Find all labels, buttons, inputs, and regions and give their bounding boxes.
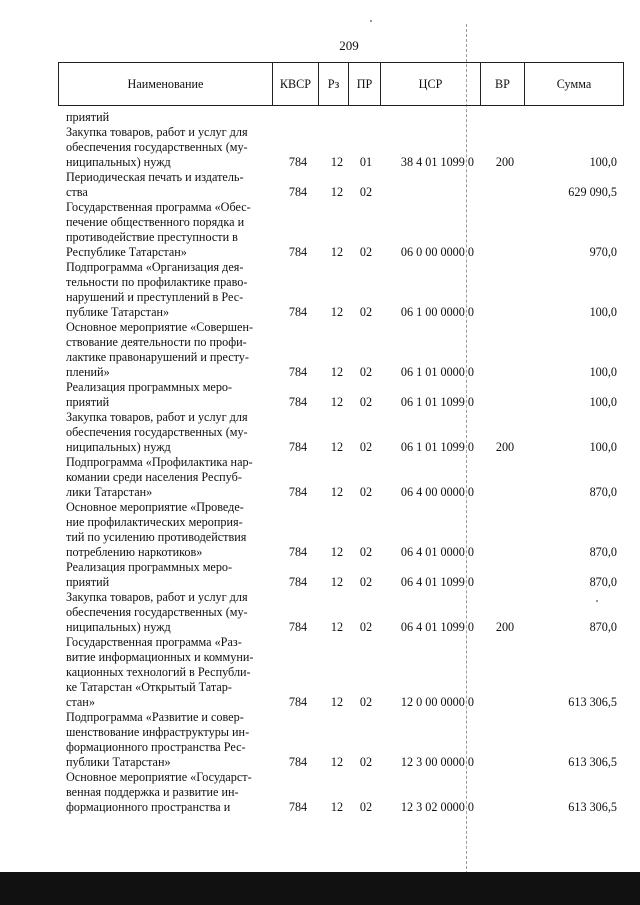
pr-cell: 02 (359, 365, 373, 379)
kvsr-cell: 784 (288, 620, 308, 634)
row-name-line: шенствование инфраструктуры ин- (66, 725, 250, 739)
sum-cell: 613 306,5 (568, 800, 617, 814)
pr-cell: 02 (359, 185, 373, 199)
row-name-line: приятий (66, 575, 110, 589)
csr-cell: 06 4 01 0000 0 (400, 545, 474, 559)
pr-cell: 02 (359, 305, 373, 319)
pr-cell: 02 (359, 440, 373, 454)
row-name-line: Закупка товаров, работ и услуг для (66, 125, 248, 139)
rz-cell: 12 (330, 695, 344, 709)
row-name (66, 170, 272, 200)
row-name-line: приятий (66, 395, 110, 409)
row-name-line: лактике правонарушений и престу- (66, 350, 249, 364)
sum-cell: 870,0 (589, 545, 617, 559)
kvsr-cell: 784 (288, 395, 308, 409)
row-name (66, 560, 272, 590)
row-name-line: ниципальных) нужд (66, 440, 171, 454)
row-name-line: комании среди населения Респуб- (66, 470, 242, 484)
table-row (0, 590, 640, 635)
csr-cell: 06 4 01 1099 0 (400, 575, 474, 589)
table-row (0, 455, 640, 500)
sum-cell: 870,0 (589, 620, 617, 634)
csr-cell: 06 1 01 1099 0 (400, 395, 474, 409)
kvsr-cell: 784 (288, 185, 308, 199)
row-name (66, 410, 272, 455)
row-name-line: Закупка товаров, работ и услуг для (66, 590, 248, 604)
row-name-line: потреблению наркотиков» (66, 545, 203, 559)
table-row (0, 500, 640, 560)
scan-speck (370, 20, 372, 22)
row-name (66, 770, 272, 815)
row-name-line: ние профилактических мероприя- (66, 515, 243, 529)
sum-cell: 100,0 (589, 305, 617, 319)
page-number: 209 (339, 38, 359, 53)
csr-cell: 06 4 00 0000 0 (400, 485, 474, 499)
row-name-line: кационных технологий в Республи- (66, 665, 251, 679)
row-name-line: формационного пространства и (66, 800, 231, 814)
rz-cell: 12 (330, 245, 344, 259)
sum-cell: 100,0 (589, 365, 617, 379)
csr-cell: 06 4 01 1099 0 (400, 620, 474, 634)
table-row (0, 320, 640, 380)
table-row (0, 260, 640, 320)
table-row (0, 560, 640, 590)
kvsr-cell: 784 (288, 545, 308, 559)
table-body (0, 110, 640, 815)
pr-cell: 01 (359, 155, 373, 169)
pr-cell: 02 (359, 695, 373, 709)
csr-cell: 06 1 01 0000 0 (400, 365, 474, 379)
sum-cell: 629 090,5 (568, 185, 617, 199)
vr-cell: 200 (495, 620, 515, 634)
kvsr-cell: 784 (288, 485, 308, 499)
row-name-line: ства (66, 185, 88, 199)
sum-cell: 870,0 (589, 485, 617, 499)
row-name (66, 590, 272, 635)
row-name-line: Основное мероприятие «Совершен- (66, 320, 254, 334)
kvsr-cell: 784 (288, 245, 308, 259)
row-name-line: Государственная программа «Обес- (66, 200, 251, 214)
row-name-line: Республике Татарстан» (66, 245, 187, 259)
row-name (66, 710, 272, 770)
row-name (66, 110, 272, 125)
sum-cell: 100,0 (589, 440, 617, 454)
row-name-line: ниципальных) нужд (66, 155, 171, 169)
csr-cell: 12 3 02 0000 0 (400, 800, 474, 814)
rz-cell: 12 (330, 440, 344, 454)
kvsr-cell: 784 (288, 575, 308, 589)
kvsr-cell: 784 (288, 440, 308, 454)
header-vr: ВР (481, 63, 525, 105)
row-name-line: ствование деятельности по профи- (66, 335, 247, 349)
row-name-line: обеспечения государственных (му- (66, 425, 248, 439)
rz-cell: 12 (330, 185, 344, 199)
row-name-line: Реализация программных меро- (66, 380, 233, 394)
pr-cell: 02 (359, 545, 373, 559)
kvsr-cell: 784 (288, 800, 308, 814)
header-kvsr: КВСР (273, 63, 319, 105)
row-name-line: венная поддержка и развитие ин- (66, 785, 239, 799)
row-name (66, 200, 272, 260)
row-name-line: приятий (66, 110, 110, 124)
table-row (0, 110, 640, 125)
sum-cell: 100,0 (589, 395, 617, 409)
row-name-line: ке Татарстан «Открытый Татар- (66, 680, 232, 694)
sum-cell: 613 306,5 (568, 755, 617, 769)
rz-cell: 12 (330, 545, 344, 559)
table-row (0, 770, 640, 815)
rz-cell: 12 (330, 155, 344, 169)
vr-cell: 200 (495, 155, 515, 169)
pr-cell: 02 (359, 245, 373, 259)
table-row (0, 170, 640, 200)
kvsr-cell: 784 (288, 695, 308, 709)
header-name: Наименование (59, 63, 273, 105)
scan-bottom-edge (0, 872, 640, 905)
csr-cell: 12 3 00 0000 0 (400, 755, 474, 769)
kvsr-cell: 784 (288, 155, 308, 169)
row-name (66, 455, 272, 500)
row-name-line: противодействие преступности в (66, 230, 238, 244)
pr-cell: 02 (359, 800, 373, 814)
header-csr: ЦСР (381, 63, 481, 105)
kvsr-cell: 784 (288, 305, 308, 319)
csr-cell: 06 0 00 0000 0 (400, 245, 474, 259)
rz-cell: 12 (330, 575, 344, 589)
sum-cell: 870,0 (589, 575, 617, 589)
header-sum: Сумма (556, 76, 592, 91)
row-name-line: публики Татарстан» (66, 755, 171, 769)
row-name (66, 260, 272, 320)
row-name (66, 635, 272, 710)
row-name-line: ниципальных) нужд (66, 620, 171, 634)
csr-cell: 12 0 00 0000 0 (400, 695, 474, 709)
kvsr-cell: 784 (288, 755, 308, 769)
kvsr-cell: 784 (288, 365, 308, 379)
row-name-line: витие информационных и коммуни- (66, 650, 254, 664)
rz-cell: 12 (330, 620, 344, 634)
row-name-line: Подпрограмма «Развитие и совер- (66, 710, 244, 724)
rz-cell: 12 (330, 800, 344, 814)
row-name-line: Основное мероприятие «Государст- (66, 770, 252, 784)
vr-cell: 200 (495, 440, 515, 454)
header-pr: ПР (349, 63, 381, 105)
row-name-line: Закупка товаров, работ и услуг для (66, 410, 248, 424)
row-name (66, 125, 272, 170)
row-name (66, 500, 272, 560)
row-name-line: обеспечения государственных (му- (66, 140, 248, 154)
row-name-line: обеспечения государственных (му- (66, 605, 248, 619)
rz-cell: 12 (330, 755, 344, 769)
table-row (0, 125, 640, 170)
table-row (0, 710, 640, 770)
pr-cell: 02 (359, 755, 373, 769)
pr-cell: 02 (359, 485, 373, 499)
row-name-line: Основное мероприятие «Проведе- (66, 500, 244, 514)
row-name-line: Подпрограмма «Организация дея- (66, 260, 244, 274)
pr-cell: 02 (359, 620, 373, 634)
row-name-line: Государственная программа «Раз- (66, 635, 242, 649)
rz-cell: 12 (330, 395, 344, 409)
row-name (66, 380, 272, 410)
rz-cell: 12 (330, 485, 344, 499)
row-name-line: нарушений и преступлений в Рес- (66, 290, 244, 304)
row-name-line: печение общественного порядка и (66, 215, 245, 229)
sum-cell: 613 306,5 (568, 695, 617, 709)
csr-cell: 06 1 00 0000 0 (400, 305, 474, 319)
sum-cell: 970,0 (589, 245, 617, 259)
pr-cell: 02 (359, 575, 373, 589)
pr-cell: 02 (359, 395, 373, 409)
row-name-line: Подпрограмма «Профилактика нар- (66, 455, 253, 469)
table-row (0, 635, 640, 710)
row-name-line: публике Татарстан» (66, 305, 170, 319)
row-name-line: Реализация программных меро- (66, 560, 233, 574)
row-name-line: плений» (66, 365, 110, 379)
rz-cell: 12 (330, 365, 344, 379)
row-name (66, 320, 272, 380)
row-name-line: Периодическая печать и издатель- (66, 170, 244, 184)
header-rz: Рз (319, 63, 349, 105)
row-name-line: стан» (66, 695, 95, 709)
table-row (0, 200, 640, 260)
row-name-line: лики Татарстан» (66, 485, 153, 499)
row-name-line: тий по усилению противодействия (66, 530, 247, 544)
rz-cell: 12 (330, 305, 344, 319)
row-name-line: формационного пространства Рес- (66, 740, 246, 754)
row-name-line: тельности по профилактике право- (66, 275, 248, 289)
sum-cell: 100,0 (589, 155, 617, 169)
table-row (0, 380, 640, 410)
table-header (58, 62, 624, 106)
csr-cell: 38 4 01 1099 0 (400, 155, 474, 169)
table-row (0, 410, 640, 455)
csr-cell: 06 1 01 1099 0 (400, 440, 474, 454)
